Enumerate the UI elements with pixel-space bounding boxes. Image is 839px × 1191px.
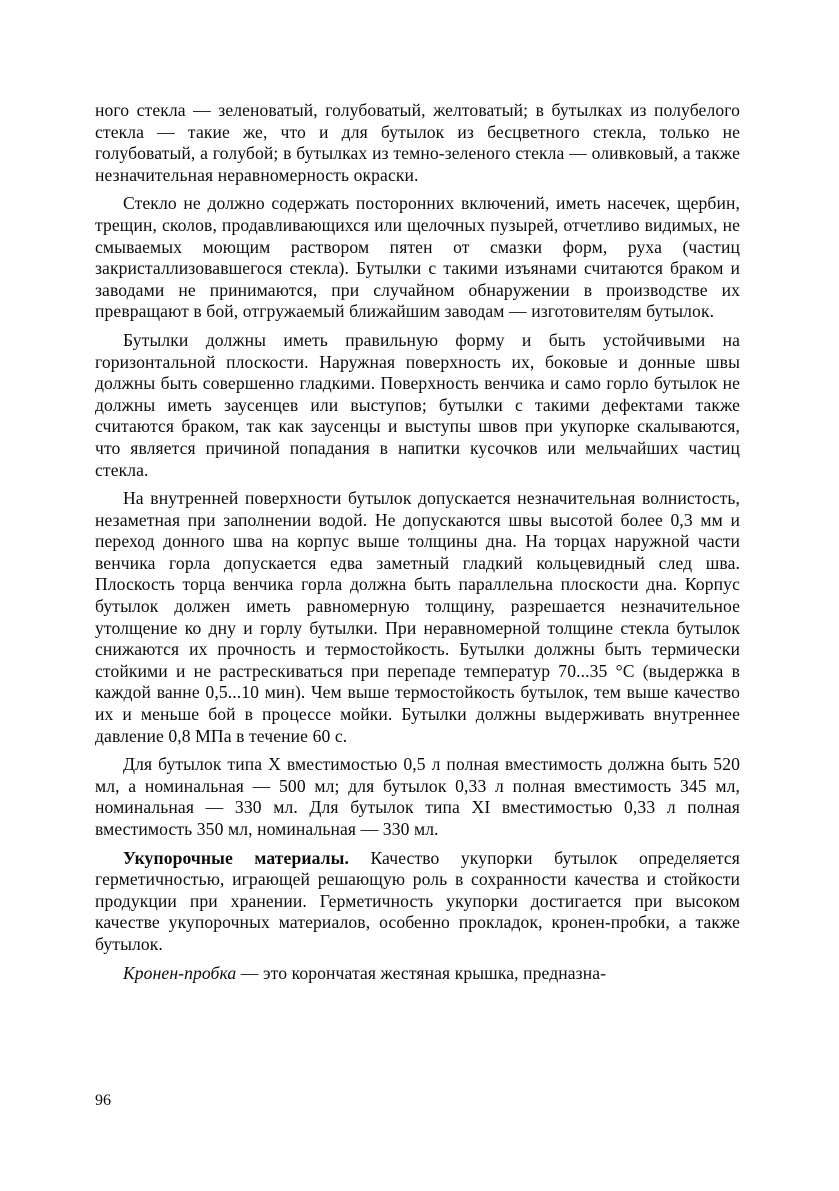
paragraph-crown-cork <box>95 963 740 985</box>
paragraph-text: ного стекла — зеленоватый, голубоватый, желтоватый; в бутылках из полубелого стекла — такие же, что и для бутылок из бесцветного стекла, только не голубоватый, а голубой; в бутылках из темно-зеленого стекла — оливковый, а также незначительная неравномерность окраски. <box>95 100 740 185</box>
paragraph-text: Бутылки должны иметь правильную форму и быть устойчивыми на горизонтальной плоскости. Наружная поверхность их, боковые и донные швы должны быть совершенно гладкими. Поверхность венчика и само горло бутылок не должны иметь заусенцев или выступов; бутылки с такими дефектами также считаются браком, так как заусенцы и выступы швов при укупорке скалываются, что является причиной попадания в напитки кусочков или мельчайших частиц стекла. <box>95 329 740 480</box>
section-lead-heading: Укупорочные материалы. <box>123 847 349 868</box>
page-number: 96 <box>95 1092 111 1109</box>
paragraph-closure-materials <box>95 848 740 956</box>
paragraph-bottle-shape <box>95 330 740 481</box>
paragraph-inner-surface <box>95 488 740 747</box>
page-body <box>95 100 740 984</box>
paragraph-text: На внутренней поверхности бутылок допускается незначительная волнистость, незаметная при заполнении водой. Не допускаются швы высотой более 0,3 мм и переход донного шва на корпус выше толщины дна. На торцах наружной части венчика горла допускается едва заметный гладкий кольцевидный след шва. Плоскость торца венчика горла должна быть параллельна плоскости дна. Корпус бутылок должен иметь равномерную толщину, разрешается незначительное утолщение ко дну и горлу бутылки. При неравномерной толщине стекла бутылок снижаются их прочность и термостойкость. Бутылки должны быть термически стойкими и не растрескиваться при перепаде температур 70...35 °С (выдержка в каждой ванне 0,5...10 мин). Чем выше термостойкость бутылок, тем выше качество их и меньше бой в процессе мойки. Бутылки должны выдерживать внутреннее давление 0,8 МПа в течение 60 с. <box>95 488 740 746</box>
paragraph-glass-color <box>95 100 740 186</box>
paragraph-capacity <box>95 754 740 840</box>
paragraph-text: — это корончатая жестяная крышка, предназна- <box>236 962 607 983</box>
paragraph-text: Качество укупорки бутылок определяется герметичностью, играющей решающую роль в сохранности качества и стойкости продукции при хранении. Герметичность укупорки достигается при высоком качестве укупорочных материалов, особенно прокладок, кронен-пробки, а также бутылок. <box>95 847 741 954</box>
paragraph-text: Стекло не должно содержать посторонних включений, иметь насечек, щербин, трещин, сколов, продавливающихся или щелочных пузырей, отчетливо видимых, не смываемых моющим раствором пятен от смазки форм, руха (частиц закристаллизовавшегося стекла). Бутылки с такими изъянами считаются браком и заводами не принимаются, при случайном обнаружении в производстве их превращают в бой, отгружаемый ближайшим заводам — изготовителям бутылок. <box>95 193 740 322</box>
paragraph-text: Для бутылок типа X вместимостью 0,5 л полная вместимость должна быть 520 мл, а номинальная — 500 мл; для бутылок 0,33 л полная вместимость 345 мл, номинальная — 330 мл. Для бутылок типа XI вместимостью 0,33 л полная вместимость 350 мл, номинальная — 330 мл. <box>95 754 740 839</box>
term-crown-cork: Кронен-пробка <box>123 962 237 983</box>
paragraph-inclusions <box>95 193 740 323</box>
